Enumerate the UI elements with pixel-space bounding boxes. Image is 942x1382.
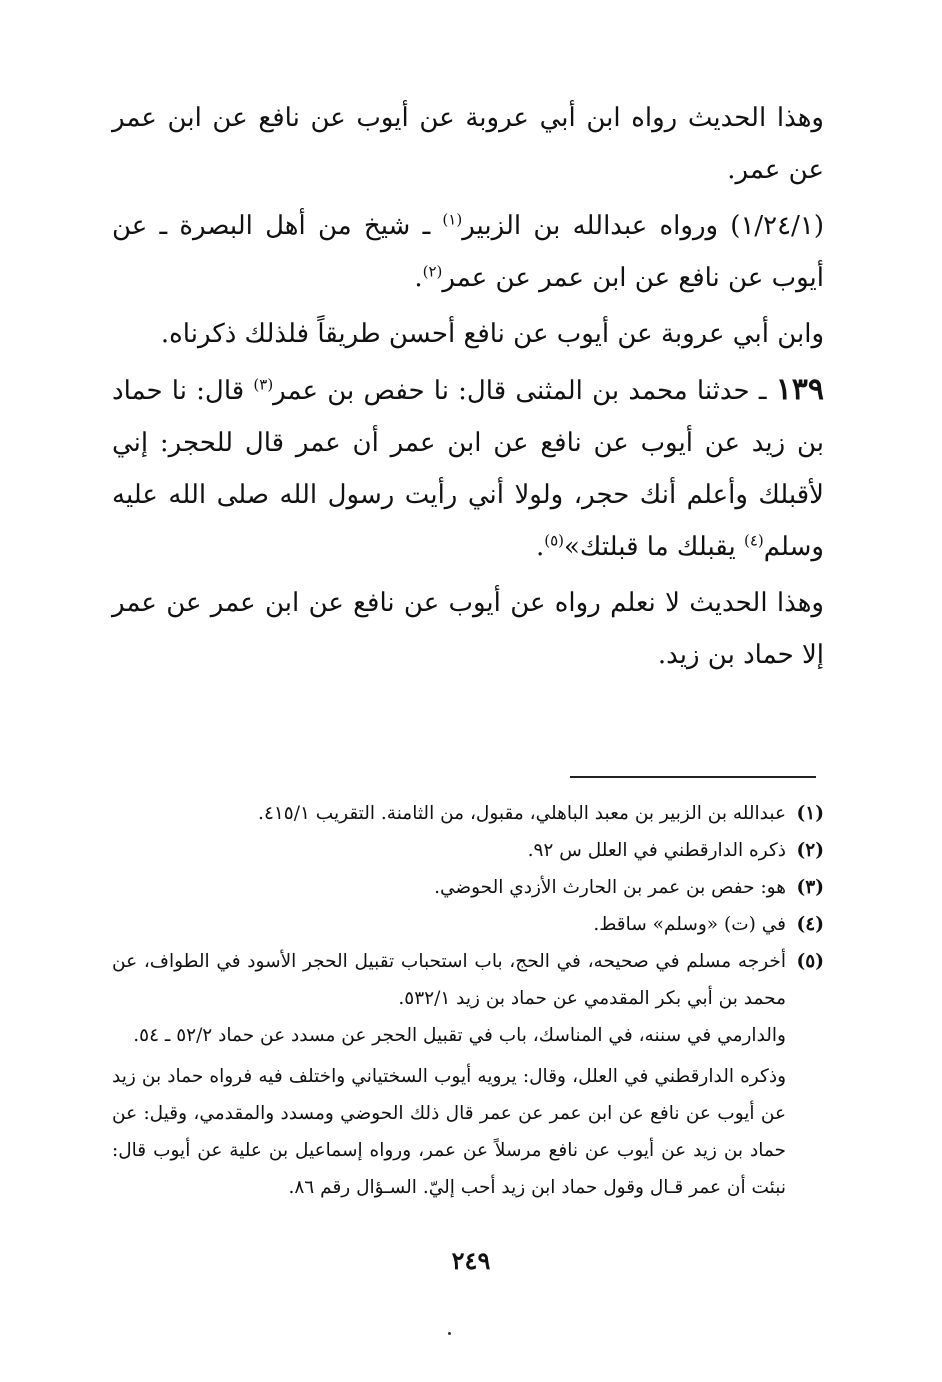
footnote-3 bbox=[112, 869, 824, 906]
footnote-text: في (ت) «وسلم» ساقط. bbox=[593, 914, 786, 935]
hadith-paragraph bbox=[112, 364, 824, 573]
footnote-text: هو: حفص بن عمر بن الحارث الأزدي الحوضي. bbox=[434, 877, 786, 898]
footnote-number: (٢) bbox=[796, 840, 824, 861]
paragraph-2-text-a: ورواه عبدالله بن الزبير bbox=[462, 211, 719, 241]
footnote-text: عبدالله بن الزبير بن معبد الباهلي، مقبول، من الثامنة. التقريب ٤١٥/١. bbox=[258, 803, 786, 824]
footnote-number: (٣) bbox=[796, 877, 824, 898]
footnote-1 bbox=[112, 795, 824, 832]
paragraph-2-text-b: ـ شيخ من أهل البصرة ـ عن أيوب عن نافع عن ابن عمر عن عمر bbox=[112, 211, 824, 293]
footnote-separator bbox=[570, 776, 816, 778]
paragraph-5: وهذا الحديث لا نعلم رواه عن أيوب عن نافع عن ابن عمر عن عمر إلا حماد بن زيد. bbox=[112, 588, 824, 670]
footnote-marker-3[interactable]: (٣) bbox=[253, 375, 274, 394]
hadith-end: . bbox=[535, 532, 545, 562]
footnote-5 bbox=[112, 943, 824, 1206]
footnote-marker-4[interactable]: (٤) bbox=[743, 531, 764, 550]
paragraph-2-end: . bbox=[414, 263, 423, 293]
footnote-number: (٥) bbox=[796, 951, 824, 972]
footnote-text: والدارمي في سننه، في المناسك، باب في تقبيل الحجر عن مسدد عن حماد ٥٢/٢ ـ ٥٤. bbox=[133, 1025, 786, 1046]
footnote-marker-1[interactable]: (١) bbox=[442, 210, 463, 229]
footnote-2 bbox=[112, 832, 824, 869]
footnote-text: أخرجه مسلم في صحيحه، في الحج، باب استحباب تقبيل الحجر الأسود في الطواف، عن محمد بن أبي بكر المقدمي عن حماد بن زيد ٥٣٢/١. bbox=[112, 951, 786, 1009]
footnote-marker-2[interactable]: (٢) bbox=[422, 262, 443, 281]
main-text bbox=[112, 92, 824, 681]
footnote-marker-5[interactable]: (٥) bbox=[544, 531, 564, 550]
hadith-text-c: يقبلك ما قبلتك» bbox=[564, 532, 736, 562]
footnote-text: وذكره الدارقطني في العلل، وقال: يرويه أيوب السختياني واختلف فيه فرواه حماد بن زيد عن أيوب عن نافع عن ابن عمر عن عمر قال ذلك الحوضي ومسدد والمقدمي، وقيل: عن حماد بن زيد عن أيوب عن نافع مرسلاً عن عمر، ورواه إسماعيل بن علية عن أيوب قال: نبئت أن عمر قـال وقول حماد ابن زيد أحب إليّ. السـؤال رقم ٨٦. bbox=[112, 1066, 786, 1198]
footnote-number: (٤) bbox=[796, 914, 824, 935]
footnote-4 bbox=[112, 906, 824, 943]
hadith-text-a: ـ حدثنا محمد بن المثنى قال: نا حفص بن عمر bbox=[273, 376, 767, 406]
hadith-text-b: قال: نا حماد بن زيد عن أيوب عن نافع عن ابن عمر أن عمر قال للحجر: إني لأقبلك وأعلم أنك حجر، ولولا أني رأيت رسول الله صلى الله عليه وسلم bbox=[112, 376, 824, 562]
paragraph-1: وهذا الحديث رواه ابن أبي عروبة عن أيوب عن نافع عن ابن عمر عن عمر. bbox=[112, 103, 824, 185]
scan-speck bbox=[448, 1332, 451, 1335]
paragraph-3: وابن أبي عروبة عن أيوب عن نافع أحسن طريقاً فلذلك ذكرناه. bbox=[160, 319, 824, 349]
footnote-number: (١) bbox=[796, 803, 824, 824]
paragraph-2 bbox=[112, 200, 824, 304]
footnote-text: ذكره الدارقطني في العلل س ٩٢. bbox=[527, 840, 786, 861]
footnotes bbox=[112, 795, 824, 1206]
page-number: ٢٤٩ bbox=[451, 1246, 491, 1275]
hadith-number: ١٣٩ bbox=[775, 372, 825, 407]
volume-reference: (١/٢٤/١) bbox=[730, 211, 824, 241]
